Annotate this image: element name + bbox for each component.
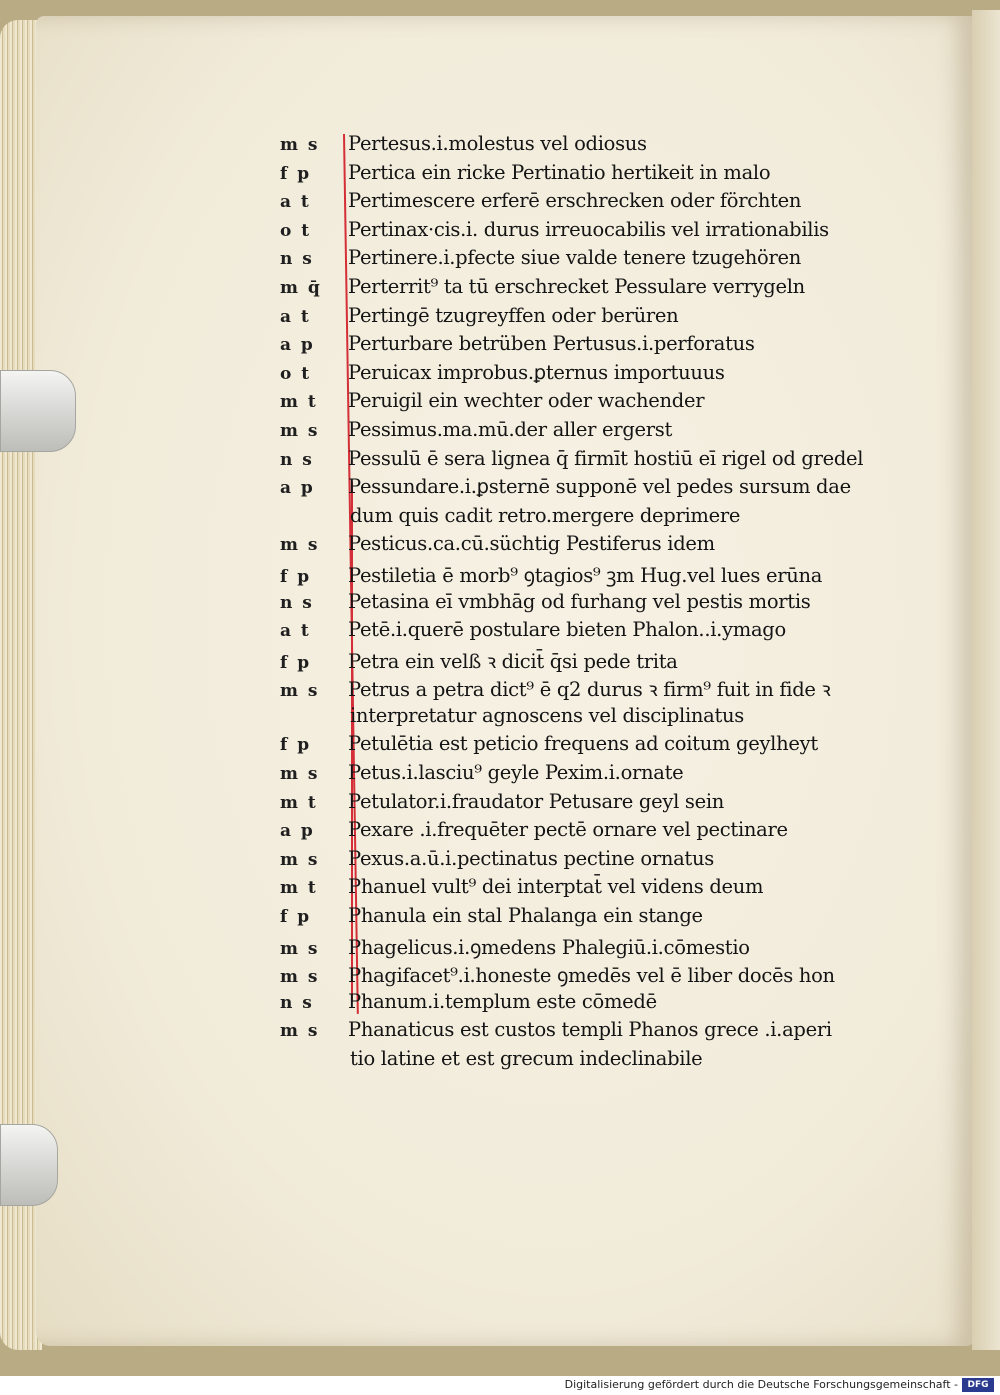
entry	[280, 904, 920, 933]
entry	[280, 790, 920, 819]
entry-marks: n s	[280, 449, 314, 470]
entry-marks: f p	[280, 652, 312, 673]
entry-text: Petra ein velß ꝛ dicit̄ q̄si pede trita	[348, 649, 678, 673]
entry-marks: m s	[280, 1021, 320, 1042]
entry	[280, 246, 920, 275]
entry-marks: a p	[280, 478, 315, 499]
entry-marks: f p	[280, 163, 312, 184]
entry-text: Petrus a petra dict⁹ ē q2 durus ꝛ firm⁹ fuit in fide ꝛ	[348, 678, 831, 702]
entry-text: Phanuel vult⁹ dei interptat̄ vel videns deum	[348, 875, 764, 899]
entry	[280, 447, 920, 476]
entry-text: Pertingē tzugreyffen oder berüren	[348, 303, 679, 327]
facing-page-edge	[972, 10, 1000, 1350]
entry	[280, 847, 920, 876]
entry-text: Peruigil ein wechter oder wachender	[348, 389, 705, 413]
entry-text: Petasina eī vmbhāg od furhang vel pestis mortis	[348, 589, 811, 613]
entry-marks: a p	[280, 821, 315, 842]
entry-text: Pesticus.ca.cū.süchtig Pestiferus idem	[348, 532, 715, 556]
entry	[280, 361, 920, 390]
entry	[280, 590, 920, 619]
entry-text: Petulētia est peticio frequens ad coitum geylheyt	[348, 732, 818, 756]
entry-text: interpretatur agnoscens vel disciplinatus	[350, 703, 744, 727]
entry-text: Pexus.a.ū.i.pectinatus pectine ornatus	[348, 846, 714, 870]
entry-text: Phanula ein stal Phalanga ein stange	[348, 904, 703, 928]
entry	[280, 132, 920, 161]
clasp-top	[0, 370, 76, 452]
entry-text: Petus.i.lasciu⁹ geyle Pexim.i.ornate	[348, 761, 684, 785]
entry-continuation	[280, 1047, 920, 1076]
entry-continuation	[280, 504, 920, 533]
entry	[280, 561, 920, 590]
entry	[280, 1018, 920, 1047]
entry-text: Phanaticus est custos templi Phanos grece .i.aperi	[348, 1018, 832, 1042]
entry-marks: a t	[280, 306, 311, 327]
entry-marks: m s	[280, 967, 320, 988]
entry-text: Phanum.i.templum este cōmedē	[348, 989, 657, 1013]
entry	[280, 618, 920, 647]
entry	[280, 475, 920, 504]
entry-marks: f p	[280, 566, 312, 587]
entry	[280, 332, 920, 361]
entry	[280, 961, 920, 990]
entry	[280, 647, 920, 676]
entry	[280, 875, 920, 904]
entry-marks: f p	[280, 735, 312, 756]
entry-text: Pessulū ē sera lignea q̄ firmīt hostiū eī rigel od gredel	[348, 446, 864, 470]
entry-marks: n s	[280, 592, 314, 613]
glossary-entries	[280, 132, 920, 1076]
entry-marks: m t	[280, 792, 318, 813]
entry-marks: m s	[280, 849, 320, 870]
entry-marks: o t	[280, 363, 312, 384]
entry-marks: a p	[280, 335, 315, 356]
entry-marks: m q̄	[280, 277, 322, 298]
entry-text: Pertimescere erferē erschrecken oder förchten	[348, 189, 802, 213]
entry-text: Pexare .i.frequēter pectē ornare vel pectinare	[348, 818, 788, 842]
entry-marks: a t	[280, 621, 311, 642]
entry-marks: n s	[280, 992, 314, 1013]
entry-text: Peruicax improbus.ꝑternus importuuus	[348, 360, 725, 384]
entry	[280, 218, 920, 247]
entry-text: Pertesus.i.molestus vel odiosus	[348, 132, 647, 155]
entry	[280, 304, 920, 333]
entry-marks: o t	[280, 220, 312, 241]
entry-text: Pessundare.i.ꝑsternē supponē vel pedes sursum dae	[348, 475, 851, 499]
entry-marks: f p	[280, 907, 312, 928]
entry	[280, 418, 920, 447]
footer-bar	[0, 1376, 1000, 1395]
entry-marks: m s	[280, 681, 320, 702]
entry-text: Phagifacet⁹.i.honeste ꝯmedēs vel ē liber docēs hon	[348, 964, 835, 988]
entry-text: Petulator.i.fraudator Petusare geyl sein	[348, 789, 725, 813]
entry	[280, 818, 920, 847]
entry-text: Petē.i.querē postulare bieten Phalon..i.ymago	[348, 618, 786, 642]
entry	[280, 761, 920, 790]
entry-text: Pertica ein ricke Pertinatio hertikeit in malo	[348, 160, 771, 184]
entry	[280, 532, 920, 561]
dfg-logo: DFG	[962, 1378, 994, 1392]
entry-marks: m t	[280, 878, 318, 899]
entry-marks: m s	[280, 535, 320, 556]
entry	[280, 189, 920, 218]
entry-text: dum quis cadit retro.mergere deprimere	[350, 503, 741, 527]
clasp-bottom	[0, 1124, 58, 1206]
entry	[280, 675, 920, 704]
entry-text: tio latine et est grecum indeclinabile	[350, 1047, 703, 1070]
entry-text: Pestiletia ē morb⁹ ꝯtagios⁹ ꝫm Hug.vel lues erūna	[348, 563, 823, 587]
entry-marks: m t	[280, 392, 318, 413]
entry	[280, 990, 920, 1019]
entry-marks: m s	[280, 135, 320, 155]
entry-continuation	[280, 704, 920, 733]
funding-notice: Digitalisierung gefördert durch die Deutsche Forschungsgemeinschaft -	[564, 1378, 958, 1391]
entry-text: Perterrit⁹ ta tū erschrecket Pessulare verrygeln	[348, 274, 805, 298]
entry	[280, 161, 920, 190]
entry-text: Perturbare betrüben Pertusus.i.perforatus	[348, 332, 755, 356]
entry	[280, 933, 920, 962]
entry-text: Phagelicus.i.ꝯmedens Phalegiū.i.cōmestio	[348, 935, 750, 959]
entry-marks: a t	[280, 192, 311, 213]
entry-text: Pertinere.i.pfecte siue valde tenere tzugehören	[348, 246, 801, 270]
entry-marks: m s	[280, 420, 320, 441]
entry	[280, 732, 920, 761]
entry	[280, 275, 920, 304]
entry-marks: m s	[280, 938, 320, 959]
entry-text: Pertinax·cis.i. durus irreuocabilis vel irrationabilis	[348, 217, 829, 241]
entry-marks: n s	[280, 249, 314, 270]
entry-marks: m s	[280, 764, 320, 785]
entry	[280, 389, 920, 418]
entry-text: Pessimus.ma.mū.der aller ergerst	[348, 417, 673, 441]
